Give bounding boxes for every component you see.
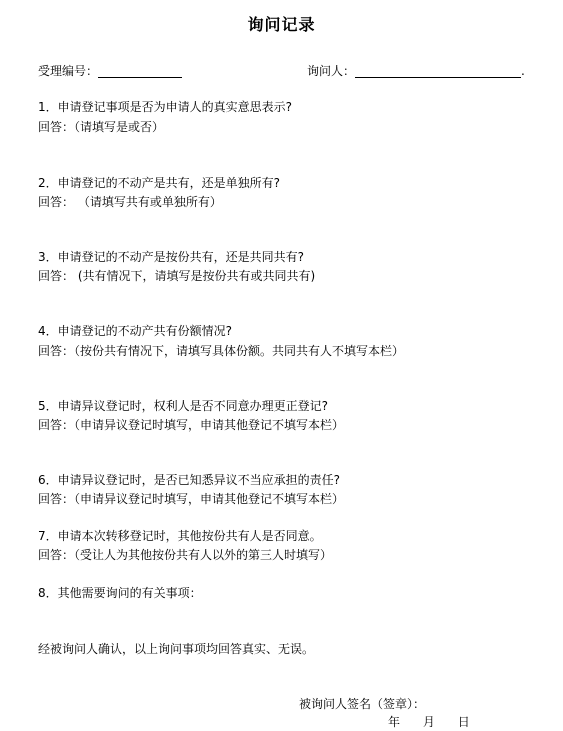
inquirer-label: 询问人： (307, 64, 356, 78)
answer-1: 回答：（请填写是或否） (38, 120, 165, 134)
question-6: 6．申请异议登记时，是否已知悉异议不当应承担的责任? (38, 473, 341, 487)
inquirer-field[interactable] (355, 65, 521, 78)
question-1: 1．申请登记事项是否为申请人的真实意思表示? (38, 100, 293, 114)
answer-7: 回答：（受让人为其他按份共有人以外的第三人时填写） (38, 548, 333, 562)
question-3: 3．申请登记的不动产是按份共有，还是共同共有? (38, 250, 305, 264)
signature-date: 年 月 日 (388, 715, 470, 729)
answer-3: 回答： (共有情况下，请填写是按份共有或共同共有) (38, 269, 316, 283)
question-5: 5．申请异议登记时，权利人是否不同意办理更正登记? (38, 399, 329, 413)
case-number-row (38, 64, 182, 78)
answer-4: 回答：（按份共有情况下，请填写具体份额。共同共有人不填写本栏） (38, 344, 405, 358)
answer-5: 回答：（申请异议登记时填写，申请其他登记不填写本栏） (38, 418, 345, 432)
confirmation-text: 经被询问人确认，以上询问事项均回答真实、无误。 (38, 642, 315, 656)
answer-6: 回答：（申请异议登记时填写，申请其他登记不填写本栏） (38, 492, 345, 506)
inquirer-trail: . (521, 64, 525, 78)
case-number-field[interactable] (98, 65, 182, 78)
answer-2: 回答： （请填写共有或单独所有） (38, 195, 222, 209)
question-7: 7．申请本次转移登记时，其他按份共有人是否同意。 (38, 529, 322, 543)
signature-label: 被询问人签名（签章）： (299, 697, 426, 711)
question-8: 8．其他需要询问的有关事项： (38, 586, 202, 600)
question-2: 2．申请登记的不动产是共有，还是单独所有? (38, 176, 281, 190)
inquirer-row (307, 64, 525, 78)
case-number-label: 受理编号： (38, 64, 99, 78)
question-4: 4．申请登记的不动产共有份额情况? (38, 324, 233, 338)
page-title: 询问记录 (247, 15, 316, 34)
